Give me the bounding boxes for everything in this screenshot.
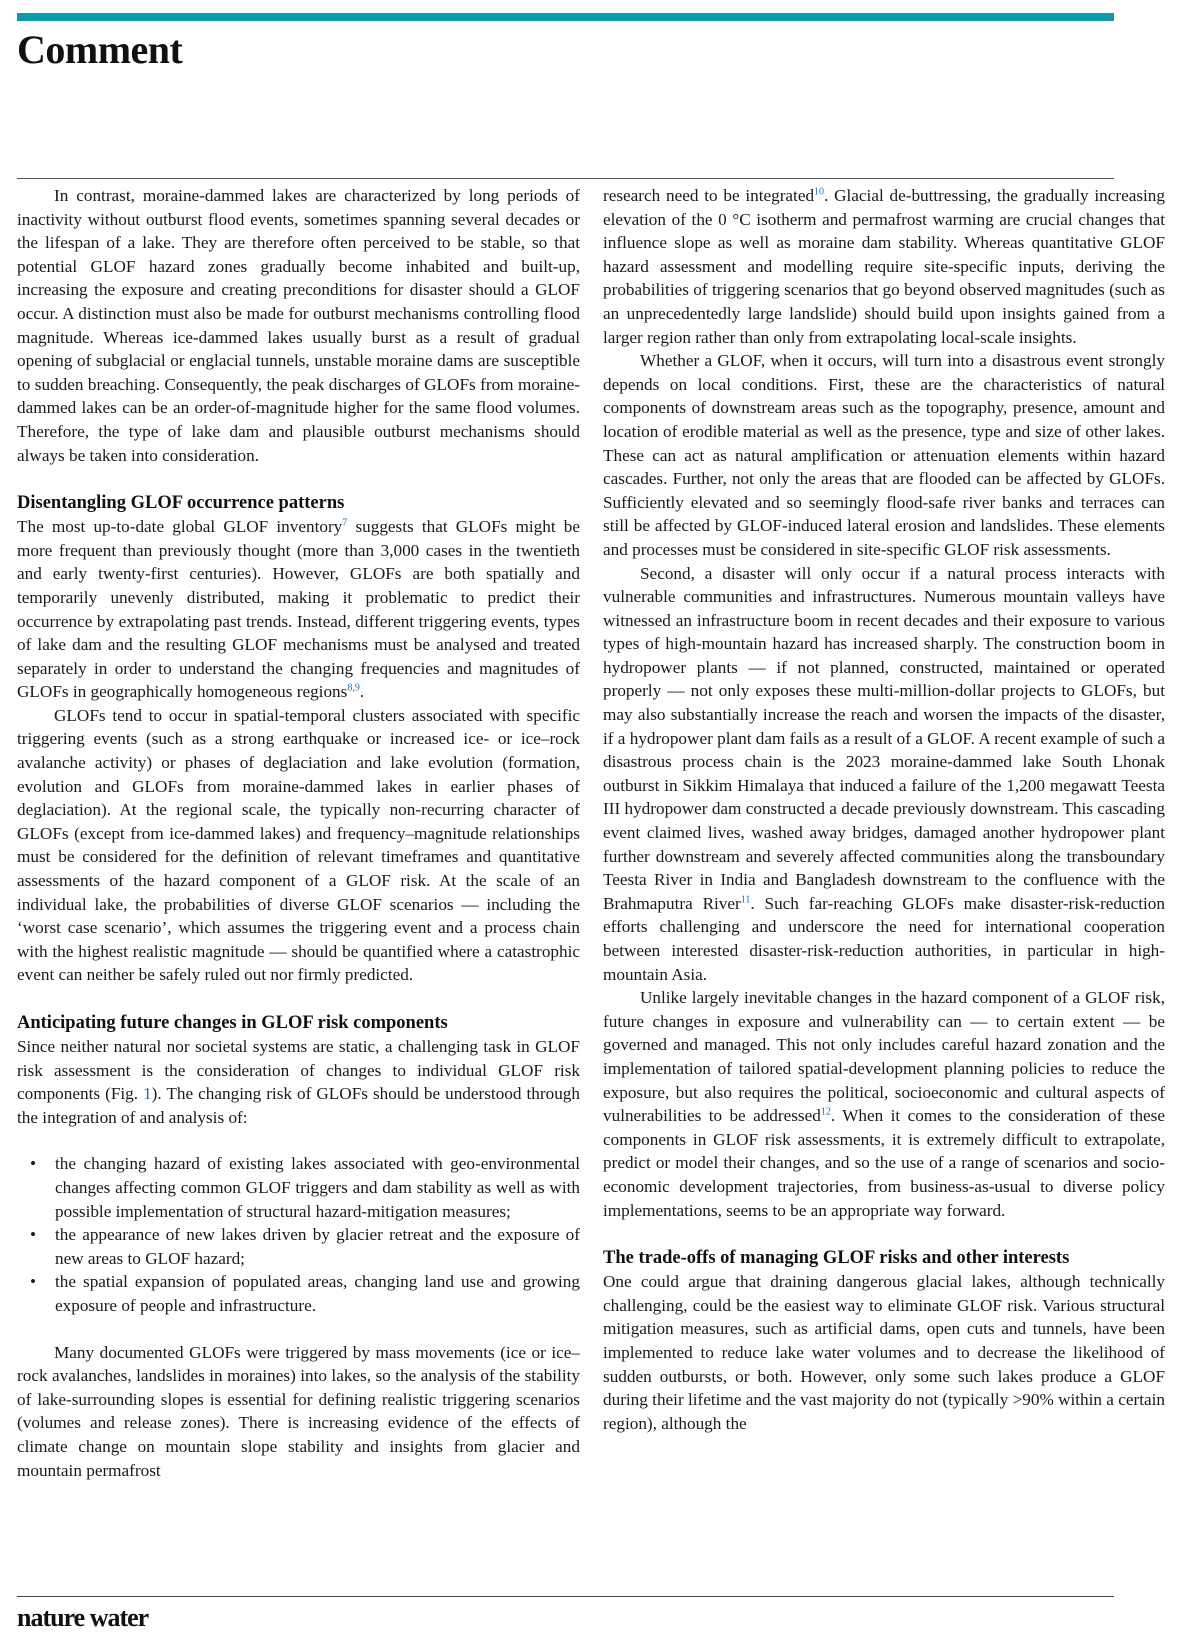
reference-link[interactable]: 12 xyxy=(820,1106,831,1118)
paragraph: Whether a GLOF, when it occurs, will turn into a disastrous event strongly depends on local conditions. First, these are the characteristics of natural components of downstream areas such as the topography, presence, amount and location of erodible material as well as the presence, type and size of other lakes. These can act as natural amplification or attenuation elements within hazard cascades. Further, not only the areas that are flooded can be affected by GLOFs. Sufficiently elevated and so seemingly flood-safe river banks and terraces can still be affected by GLOF-induced lateral erosion and landslides. These elements and processes must be considered in site-specific GLOF risk assessments. xyxy=(603,351,1165,559)
footer-divider xyxy=(17,1596,1114,1597)
paragraph: research need to be integrated$^{10}$. Glacial de-buttressing, the gradually increasing elevation of the 0 °C isotherm and permafrost warming are crucial changes that influence slope as well as moraine dam stability. Whereas quantitative GLOF hazard assessment and modelling require site-specific inputs, deriving the probabilities of triggering scenarios that go beyond observed magnitudes (such as an unprecedentedly large landslide) should build upon insights gained from a larger region rather than only from extrapolating local-scale insights. xyxy=(603,186,1165,347)
reference-link[interactable]: 7 xyxy=(342,517,348,529)
section-label: Comment xyxy=(17,27,183,72)
header-divider xyxy=(17,178,1114,179)
paragraph: GLOFs tend to occur in spatial-temporal clusters associated with specific triggering events (such as a strong earthquake or increased ice- or ice–rock avalanche activity) or phases of deglaciation and lake evolution (formation, evolution and GLOFs from moraine-dammed lakes in earlier phases of deglaciation). At the regional scale, the typically non-recurring character of GLOFs (except from ice-dammed lakes) and frequency–magnitude relationships must be considered for the definition of relevant timeframes and quantitative assessments of the hazard component of a GLOF risk. At the scale of an individual lake, the probabilities of diverse GLOF scenarios — including the ‘worst case scenario’, which assumes the triggering event and a process chain with the highest realistic magnitude — should be quantified where a catastrophic event can neither be safely ruled out nor firmly predicted. xyxy=(17,705,580,985)
paragraph: In contrast, moraine-dammed lakes are characterized by long periods of inactivity without outburst flood events, sometimes spanning several decades or the lifespan of a lake. They are therefore often perceived to be stable, so that potential GLOF hazard zones gradually become inhabited and built-up, increasing the exposure and creating preconditions for disaster should a GLOF occur. A distinction must also be made for outburst mechanisms controlling flood magnitude. Whereas ice-dammed lakes usually burst as a result of gradual opening of subglacial or englacial tunnels, unstable moraine dams are susceptible to sudden breaching. Consequently, the peak discharges of GLOFs from moraine-dammed lakes can be an order-of-magnitude higher for the same flood volumes. Therefore, the type of lake dam and plausible outburst mechanisms should always be taken into consideration. xyxy=(17,186,580,465)
list-item: • the spatial expansion of populated areas, changing land use and growing exposure of people and infrastructure. xyxy=(17,1270,580,1317)
header-accent-bar xyxy=(17,13,1114,21)
section-heading-occurrence-patterns: Disentangling GLOF occurrence patterns xyxy=(17,493,345,514)
paragraph: Many documented GLOFs were triggered by mass movements (ice or ice–rock avalanches, landslides in moraines) into lakes, so the analysis of the stability of lake-surrounding slopes is essential for defining realistic triggering scenarios (volumes and release zones). There is increasing evidence of the effects of climate change on mountain slope stability and insights from glacier and mountain permafrost xyxy=(17,1342,580,1480)
paragraph: Second, a disaster will only occur if a natural process interacts with vulnerable communities and infrastructures. Numerous mountain valleys have witnessed an infrastructure boom in recent decades and their exposure to various types of high-mountain hazard has increased sharply. The construction boom in hydropower plants — if not planned, constructed, maintained or operated properly — not only exposes these multi-million-dollar projects to GLOFs, but may also substantially increase the reach and worsen the impacts of the disaster, if a hydropower plant dam fails as a result of a GLOF. A recent example of such a disastrous process chain is the 2023 moraine-dammed lake South Lhonak outburst in Sikkim Himalaya that induced a failure of the 1,200 megawatt Teesta III hydropower dam constructed a decade previously downstream. This cascading event claimed lives, washed away bridges, damaged another hydropower plant further downstream and severely affected communities along the transboundary Teesta River in India and Bangladesh downstream to the confluence with the Brahmaputra River$^{11}$. Such far-reaching GLOFs make disaster-risk-reduction efforts challenging and underscore the need for international cooperation between interested disaster-risk-reduction authorities, in particular in high-mountain Asia. xyxy=(603,563,1165,984)
reference-link[interactable]: 11 xyxy=(740,894,751,906)
journal-logo: nature water xyxy=(17,1603,149,1632)
reference-link[interactable]: 10 xyxy=(814,186,825,198)
list-item: • the appearance of new lakes driven by glacier retreat and the exposure of new areas to GLOF hazard; xyxy=(17,1223,580,1270)
reference-link[interactable]: 8,9 xyxy=(347,682,360,694)
paragraph: Since neither natural nor societal systems are static, a challenging task in GLOF risk assessment is the consideration of changes to individual GLOF risk components (Fig. 1). The changing risk of GLOFs should be understood through the integration of and analysis of: xyxy=(17,1037,580,1127)
paragraph: One could argue that draining dangerous glacial lakes, although technically challenging, could be the easiest way to eliminate GLOF risk. Various structural mitigation measures, such as artificial dams, open cuts and tunnels, have been implemented to reduce lake water volumes and to decrease the likelihood of sudden outbursts, or both. However, only some such lakes produce a GLOF during their lifetime and the vast majority do not (typically >90% within a certain region), although the xyxy=(603,1272,1165,1433)
figure-link[interactable]: 1 xyxy=(143,1084,152,1104)
paragraph: Unlike largely inevitable changes in the hazard component of a GLOF risk, future changes in exposure and vulnerability can — to certain extent — be governed and managed. This not only includes careful hazard zonation and the implementation of tailored spatial-development planning policies to reduce the exposure, but also requires the political, socioeconomic and cultural aspects of vulnerabilities to be addressed$^{12}$. When it comes to the consideration of these components in GLOF risk assessments, it is extremely difficult to extrapolate, predict or model their changes, and so the use of a range of scenarios and socio-economic development trajectories, from business-as-usual to diverse policy implementations, seems to be an appropriate way forward. xyxy=(603,988,1165,1220)
section-heading-future-changes: Anticipating future changes in GLOF risk components xyxy=(17,1013,448,1033)
bullet-list xyxy=(17,1152,580,1317)
paragraph: The most up-to-date global GLOF inventory$^7$ suggests that GLOFs might be more frequent than previously thought (more than 3,000 cases in the twentieth and early twenty-first centuries). However, GLOFs are both spatially and temporarily unevenly distributed, making it problematic to predict their occurrence by extrapolating past trends. Instead, different triggering events, types of lake dam and the resulting GLOF mechanisms must be analysed and treated separately in order to understand the changing frequencies and magnitudes of GLOFs in geographically homogeneous regions$^{8,9}$. xyxy=(17,517,580,702)
left-column xyxy=(17,184,580,1482)
right-column xyxy=(603,184,1165,1435)
list-item: • the changing hazard of existing lakes associated with geo-environmental changes affecting common GLOF triggers and dam stability as well as with possible implementation of structural hazard-mitigation measures; xyxy=(17,1152,580,1223)
section-heading-trade-offs: The trade-offs of managing GLOF risks and other interests xyxy=(603,1248,1070,1269)
